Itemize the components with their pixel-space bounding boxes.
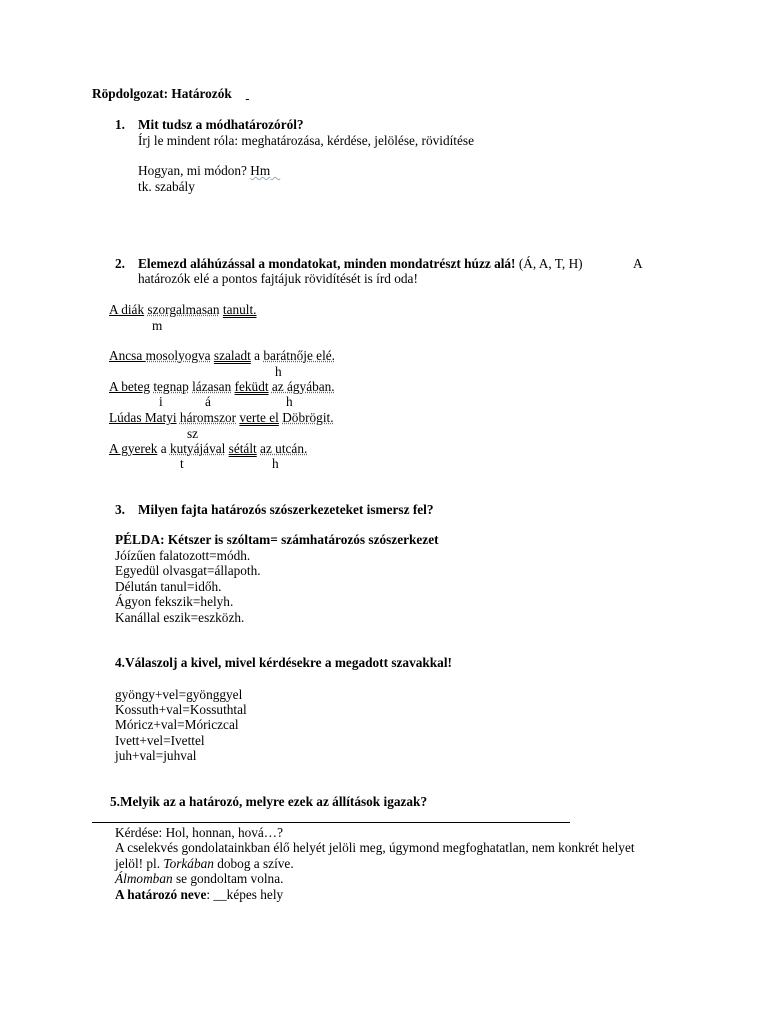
q4-item: Ivett+vel=Ivettel bbox=[115, 733, 205, 748]
sentence-1-mark: m bbox=[152, 318, 163, 333]
q5-description: A cselekvés gondolatainkban élő helyét jelöli meg, úgymond megfoghatatlan, nem konkrét helyet bbox=[115, 840, 635, 855]
q4-heading: 4.Válaszolj a kivel, mivel kérdésekre a megadott szavakkal! bbox=[115, 655, 452, 670]
q2-heading-line2: határozók elé a pontos fajtájuk rövidítését is írd oda! bbox=[138, 271, 418, 286]
sentence-1: A diák szorgalmasan tanult. bbox=[109, 302, 257, 317]
q1-answer: Hogyan, mi módon? Hm bbox=[138, 163, 271, 178]
sentence-2-mark: h bbox=[275, 364, 282, 379]
q4-item: Móricz+val=Móriczcal bbox=[115, 717, 239, 732]
q3-item: Kanállal eszik=eszközh. bbox=[115, 610, 245, 625]
q1-heading: Mit tudsz a módhatározóról? bbox=[138, 117, 304, 132]
sentence-3-mark-3: h bbox=[286, 394, 293, 409]
q1-instruction: Írj le mindent róla: meghatározása, kérdése, jelölése, rövidítése bbox=[138, 133, 474, 148]
q3-item: Egyedül olvasgat=állapoth. bbox=[115, 563, 261, 578]
sentence-5-mark-2: h bbox=[272, 456, 279, 471]
sentence-3: A beteg tegnap lázasan feküdt az ágyában. bbox=[109, 379, 335, 394]
q3-example: PÉLDA: Kétszer is szóltam= számhatározós szószerkezet bbox=[115, 532, 439, 547]
divider-line bbox=[92, 822, 570, 823]
q3-item: Ágyon fekszik=helyh. bbox=[115, 594, 234, 609]
sentence-2: Ancsa mosolyogva szaladt a barátnője elé. bbox=[109, 348, 336, 363]
q2-heading: Elemezd aláhúzással a mondatokat, minden mondatrészt húzz alá! (Á, A, T, H) bbox=[138, 256, 583, 271]
sentence-4-mark: sz bbox=[187, 426, 199, 441]
q3-item: Jóízűen falatozott=módh. bbox=[115, 548, 251, 563]
q2-number: 2. bbox=[115, 256, 125, 271]
sentence-5-mark-1: t bbox=[180, 456, 184, 471]
q2-heading-end: A bbox=[633, 256, 643, 271]
q5-description-2: jelöl! pl. Torkában dobog a szíve. bbox=[115, 856, 294, 871]
q4-item: Kossuth+val=Kossuthtal bbox=[115, 702, 247, 717]
q4-item: gyöngy+vel=gyönggyel bbox=[115, 687, 243, 702]
sentence-5: A gyerek a kutyájával sétált az utcán. bbox=[109, 441, 308, 456]
sentence-3-mark-1: i bbox=[159, 394, 163, 409]
q1-number: 1. bbox=[115, 117, 125, 132]
page-title: Röpdolgozat: Határozók bbox=[92, 86, 232, 101]
q5-example: Álmomban se gondoltam volna. bbox=[115, 871, 284, 886]
q5-heading: 5.Melyik az a határozó, melyre ezek az állítások igazak? bbox=[110, 794, 428, 809]
q4-item: juh+val=juhval bbox=[115, 748, 197, 763]
q5-question: Kérdése: Hol, honnan, hová…? bbox=[115, 825, 284, 840]
sentence-4: Lúdas Matyi háromszor verte el Döbrögit. bbox=[109, 410, 334, 425]
q3-heading: Milyen fajta határozós szószerkezeteket ismersz fel? bbox=[138, 502, 434, 517]
sentence-3-mark-2: á bbox=[205, 394, 211, 409]
q3-number: 3. bbox=[115, 502, 125, 517]
q3-item: Délután tanul=időh. bbox=[115, 579, 222, 594]
q5-answer: A határozó neve: __képes hely bbox=[115, 887, 284, 902]
q1-rule: tk. szabály bbox=[138, 179, 195, 194]
